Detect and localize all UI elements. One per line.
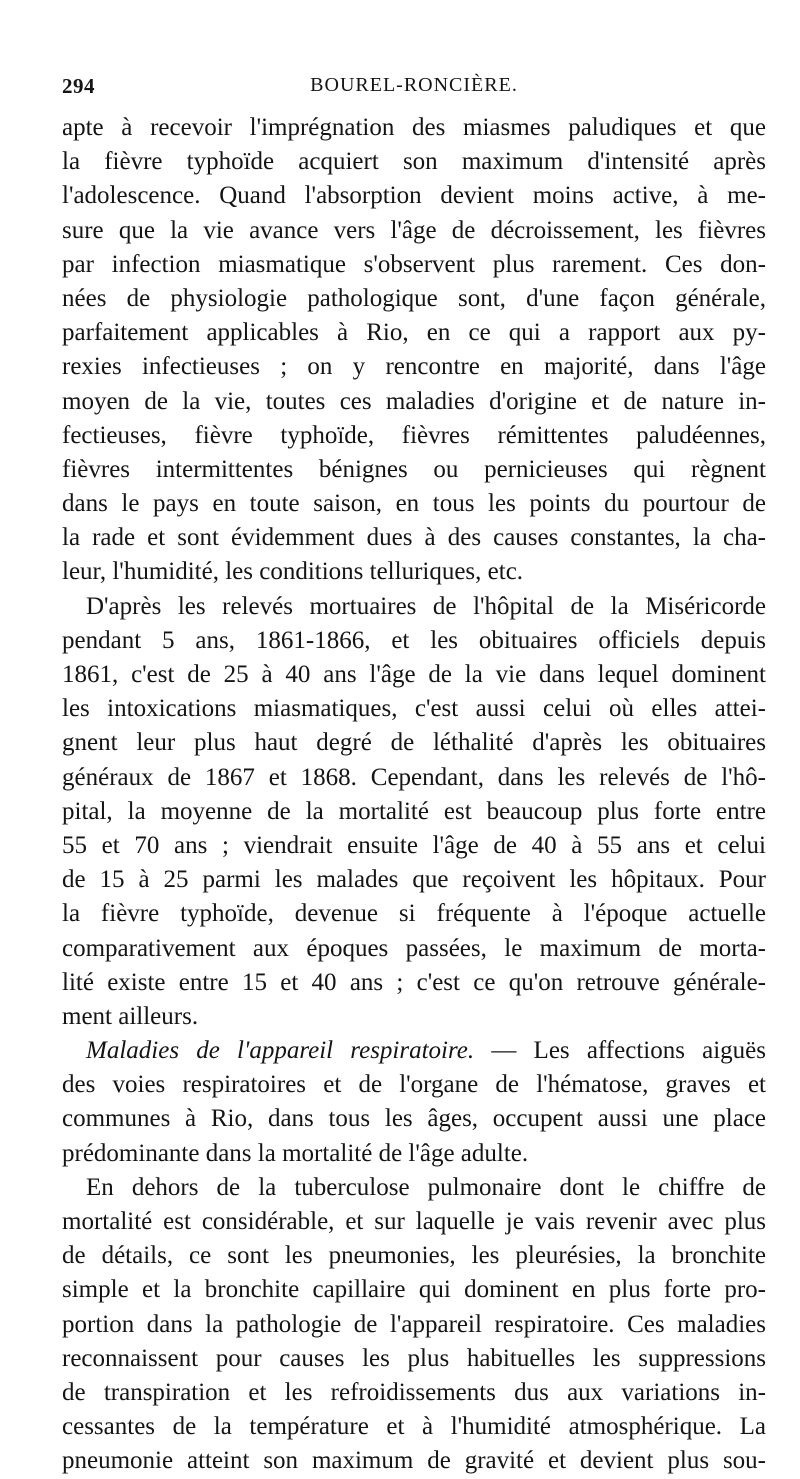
text-line: l'adolescence. Quand l'absorption devient moins active, à me- — [62, 182, 766, 210]
paragraph — [62, 590, 766, 1034]
text-line: généraux de 1867 et 1868. Cependant, dans les relevés de l'hô- — [62, 763, 766, 791]
text-line: simple et la bronchite capillaire qui dominent en plus forte pro- — [62, 1276, 766, 1304]
text-line: lité existe entre 15 et 40 ans ; c'est ce qu'on retrouve générale- — [62, 968, 766, 996]
text-line: mortalité est considérable, et sur laquelle je vais revenir avec plus — [62, 1208, 766, 1235]
text-line: la fièvre typhoïde, devenue si fréquente à l'époque actuelle — [62, 900, 766, 928]
text-line: leur, l'humidité, les conditions telluriques, etc. — [62, 558, 524, 586]
text-line: pendant 5 ans, 1861-1866, et les obituaires officiels depuis — [62, 626, 766, 654]
text-line: fectieuses, fièvre typhoïde, fièvres rémittentes paludéennes, — [62, 421, 766, 449]
text-line: communes à Rio, dans tous les âges, occupent aussi une place — [62, 1105, 766, 1133]
text-line: parfaitement applicables à Rio, en ce qui a rapport aux py- — [62, 319, 766, 347]
text-line: dans le pays en toute saison, en tous les points du pourtour de — [62, 490, 766, 518]
text-line: sure que la vie avance vers l'âge de décroissement, les fièvres — [62, 216, 766, 244]
text-line: 1861, c'est de 25 à 40 ans l'âge de la vie dans lequel dominent — [62, 661, 766, 688]
text-run: — Les affections aiguës — [474, 1037, 766, 1065]
running-head: BOUREL-RONCIÈRE. — [310, 74, 518, 96]
text-line — [62, 1034, 766, 1068]
page-number: 294 — [62, 74, 95, 98]
text-line: la fièvre typhoïde acquiert son maximum d'intensité après — [62, 148, 766, 176]
text-line: 55 et 70 ans ; viendrait ensuite l'âge de 40 à 55 ans et celui — [62, 831, 766, 859]
text-line: reconnaissent pour causes les plus habituelles les suppressions — [62, 1344, 766, 1372]
text-line: D'après les relevés mortuaires de l'hôpital de la Miséricorde — [86, 592, 766, 620]
text-line: fièvres intermittentes bénignes ou pernicieuses qui règnent — [62, 455, 766, 483]
text-line: ment ailleurs. — [62, 1002, 199, 1030]
text-line: apte à recevoir l'imprégnation des miasmes paludiques et que — [62, 114, 766, 141]
text-line: rexies infectieuses ; on y rencontre en majorité, dans l'âge — [62, 353, 766, 381]
paragraph — [62, 1171, 766, 1479]
text-line: comparativement aux époques passées, le maximum de morta- — [62, 934, 766, 962]
body-text — [62, 111, 766, 1479]
section-heading: Maladies de l'appareil respiratoire. — [86, 1037, 475, 1065]
text-line: des voies respiratoires et de l'organe de l'hématose, graves et — [62, 1071, 766, 1099]
text-line: nées de physiologie pathologique sont, d'une façon générale, — [62, 284, 766, 312]
text-line: gnent leur plus haut degré de léthalité d'après les obituaires — [62, 729, 766, 757]
page-header — [62, 74, 766, 102]
text-line: cessantes de la température et à l'humidité atmosphérique. La — [62, 1413, 766, 1441]
text-line: la rade et sont évidemment dues à des causes constantes, la cha- — [62, 524, 766, 552]
paragraph — [62, 111, 766, 590]
text-line: de transpiration et les refroidissements dus aux variations in- — [62, 1378, 766, 1406]
text-line: pneumonie atteint son maximum de gravité et devient plus sou- — [62, 1447, 766, 1475]
text-line: de 15 à 25 parmi les malades que reçoivent les hôpitaux. Pour — [62, 866, 766, 894]
text-line: prédominante dans la mortalité de l'âge adulte. — [62, 1139, 529, 1167]
text-line: moyen de la vie, toutes ces maladies d'origine et de nature in- — [62, 387, 766, 415]
paragraph — [62, 1034, 766, 1171]
text-line: En dehors de la tuberculose pulmonaire dont le chiffre de — [86, 1173, 766, 1201]
text-line: pital, la moyenne de la mortalité est beaucoup plus forte entre — [62, 797, 766, 825]
text-line: les intoxications miasmatiques, c'est aussi celui où elles attei- — [62, 695, 766, 723]
text-line: portion dans la pathologie de l'appareil respiratoire. Ces maladies — [62, 1310, 766, 1338]
text-line: par infection miasmatique s'observent plus rarement. Ces don- — [62, 250, 766, 278]
text-line: de détails, ce sont les pneumonies, les pleurésies, la bronchite — [62, 1242, 766, 1270]
